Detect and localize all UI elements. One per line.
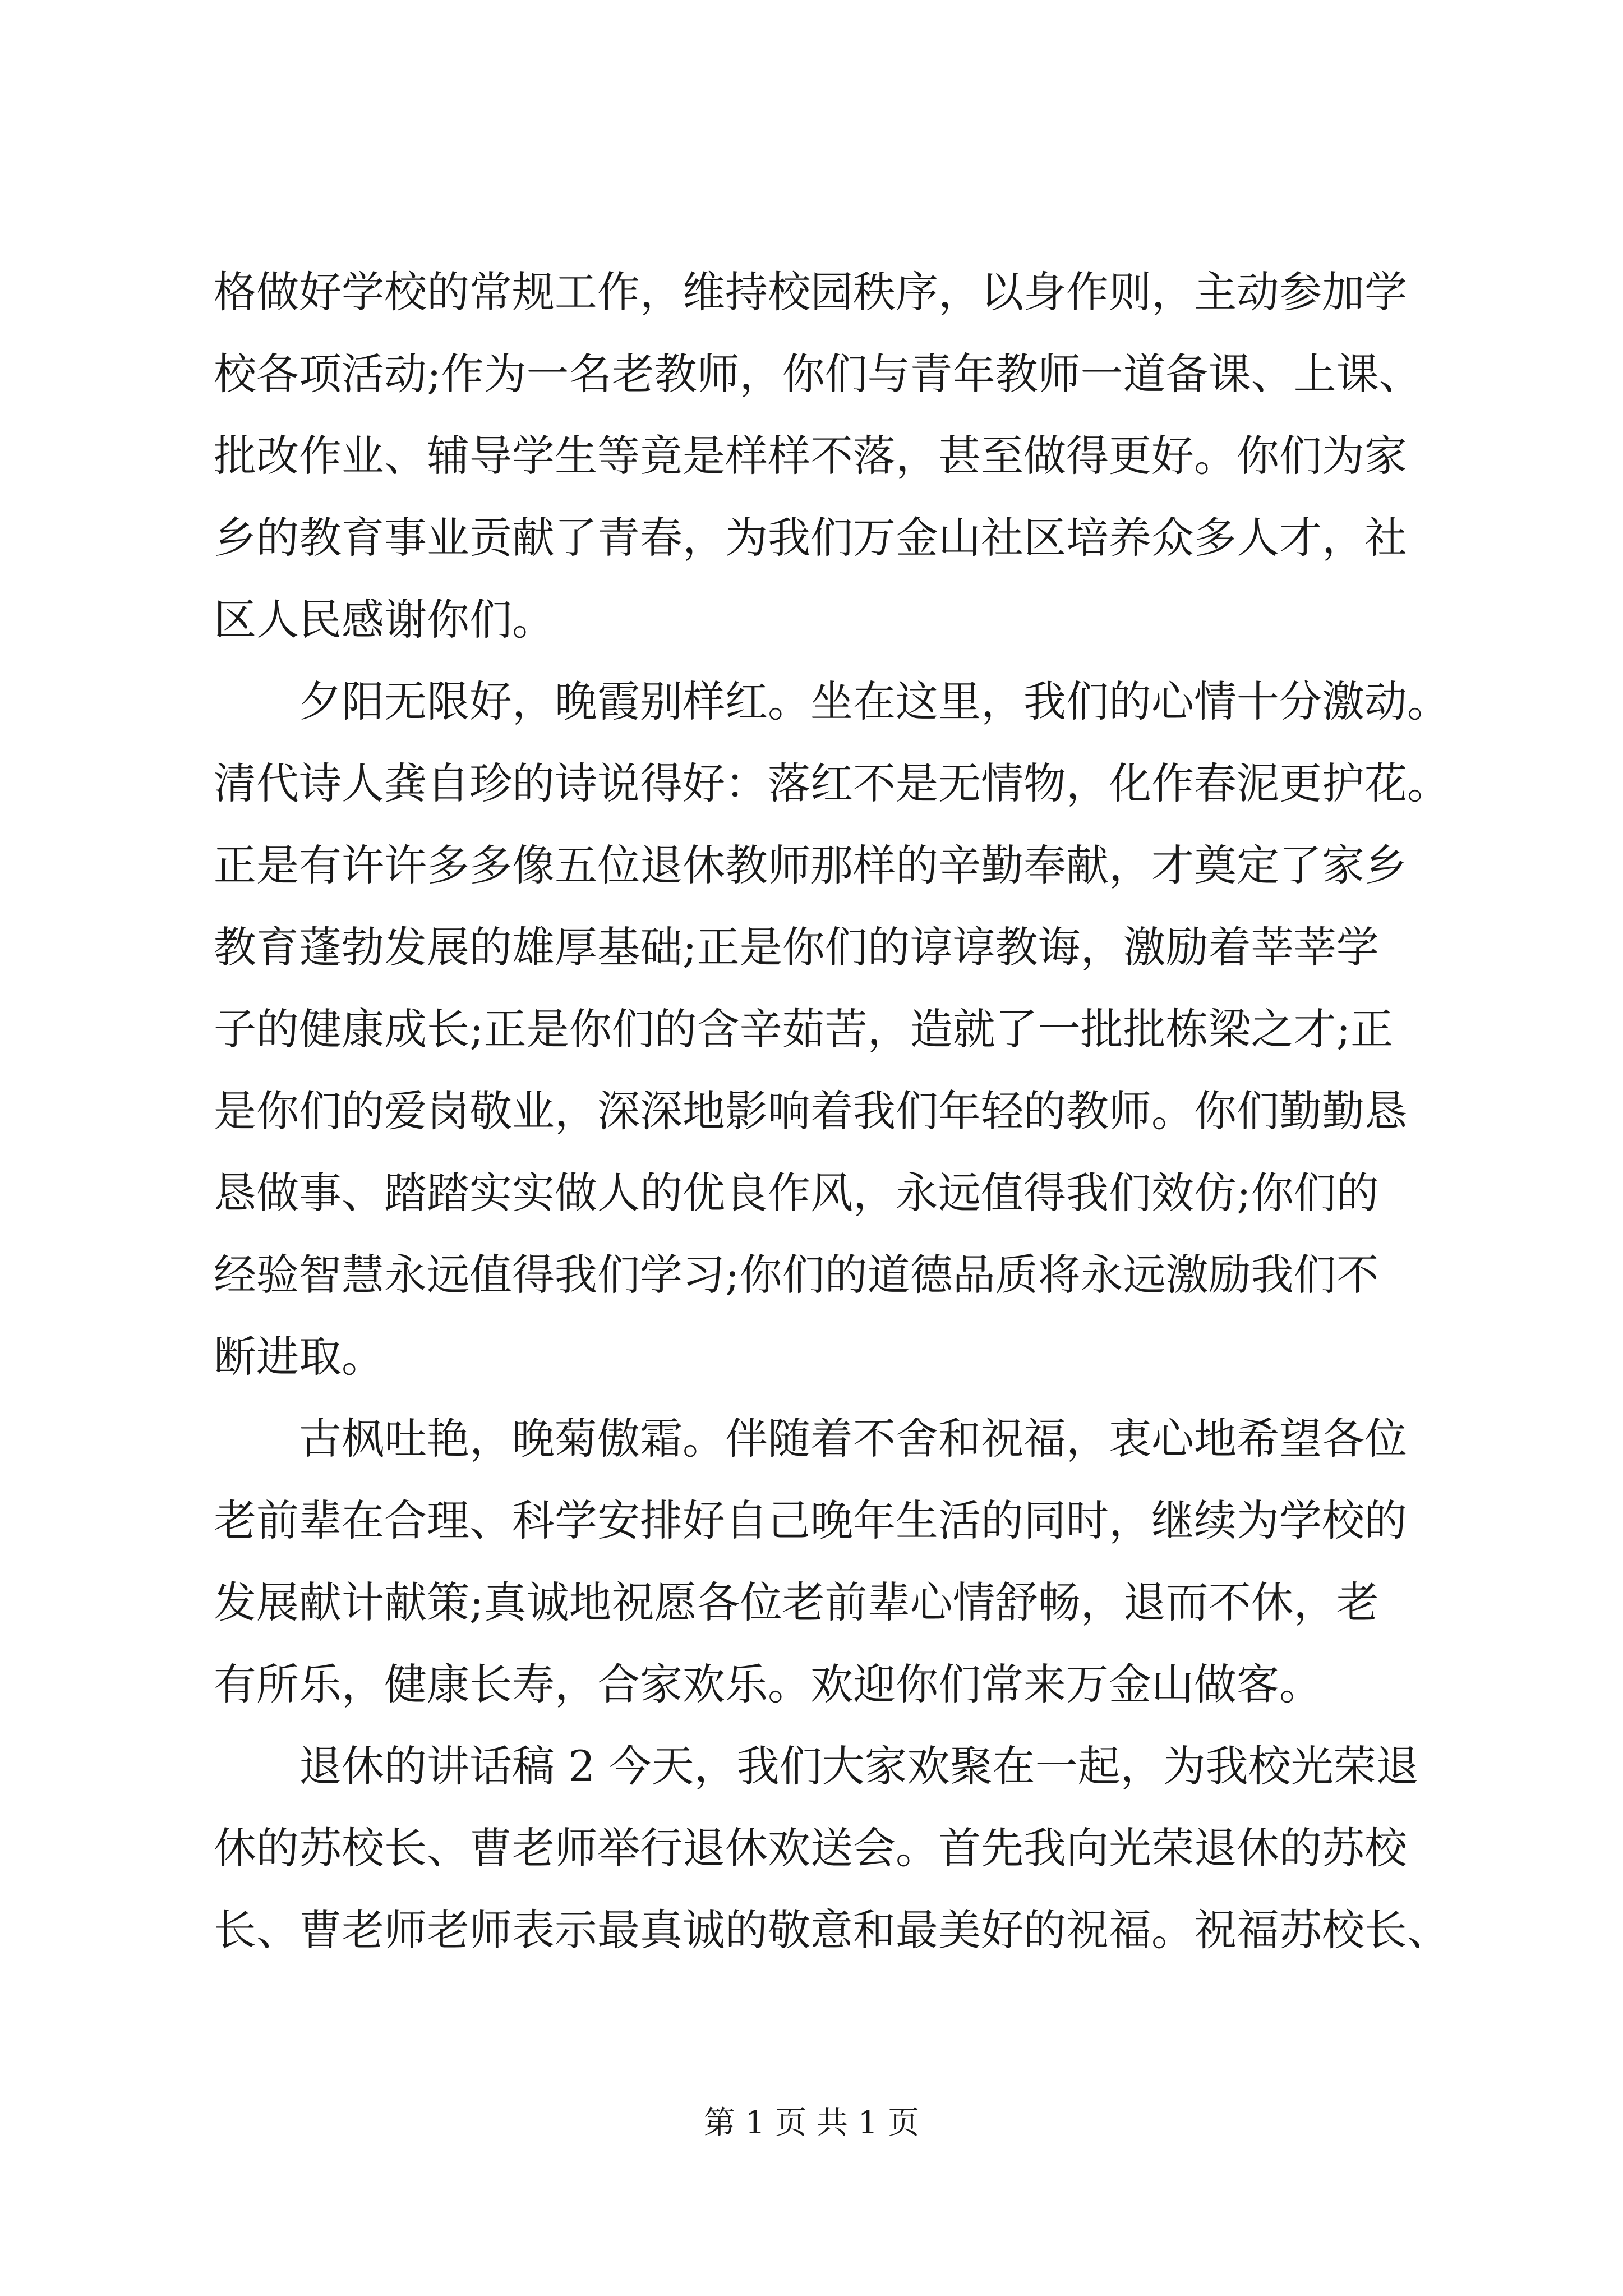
text-line: 格做好学校的常规工作，维持校园秩序，以身作则，主动参加学 xyxy=(214,267,1407,317)
text-line: 有所乐，健康长寿，合家欢乐。欢迎你们常来万金山做客。 xyxy=(214,1659,1322,1709)
text-line: 老前辈在合理、科学安排好自己晚年生活的同时，继续为学校的 xyxy=(214,1496,1407,1545)
text-line: 休的苏校长、曹老师举行退休欢送会。首先我向光荣退休的苏校 xyxy=(214,1823,1407,1873)
text-line: 长、曹老师老师表示最真诚的敬意和最美好的祝福。祝福苏校长、 xyxy=(214,1905,1450,1955)
text-line: 教育蓬勃发展的雄厚基础;正是你们的谆谆教诲，激励着莘莘学 xyxy=(214,922,1379,972)
text-line: 子的健康成长;正是你们的含辛茹苦，造就了一批批栋梁之才;正 xyxy=(214,1004,1394,1054)
page-footer: 第 1 页 共 1 页 xyxy=(703,2105,920,2141)
text-line: 经验智慧永远值得我们学习;你们的道德品质将永远激励我们不 xyxy=(214,1250,1379,1300)
text-line: 校各项活动;作为一名老教师，你们与青年教师一道备课、上课、 xyxy=(214,349,1422,399)
text-line: 正是有许许多多像五位退休教师那样的辛勤奉献，才奠定了家乡 xyxy=(214,840,1407,890)
text-line: 发展献计献策;真诚地祝愿各位老前辈心情舒畅，退而不休，老 xyxy=(214,1577,1379,1627)
text-line: 是你们的爱岗敬业，深深地影响着我们年轻的教师。你们勤勤恳 xyxy=(214,1086,1407,1136)
text-line: 清代诗人龚自珍的诗说得好：落红不是无情物，化作春泥更护花。 xyxy=(214,758,1450,808)
body-text xyxy=(214,251,1450,1971)
text-line: 恳做事、踏踏实实做人的优良作风，永远值得我们效仿;你们的 xyxy=(214,1168,1379,1218)
text-line: 夕阳无限好，晚霞别样红。坐在这里，我们的心情十分激动。 xyxy=(214,677,1450,726)
text-line: 区人民感谢你们。 xyxy=(214,595,555,645)
text-line: 退休的讲话稿 2 今天，我们大家欢聚在一起，为我校光荣退 xyxy=(214,1741,1419,1791)
text-line: 断进取。 xyxy=(214,1332,384,1382)
text-line: 乡的教育事业贡献了青春，为我们万金山社区培养众多人才，社 xyxy=(214,513,1407,563)
text-line: 批改作业、辅导学生等竟是样样不落，甚至做得更好。你们为家 xyxy=(214,431,1407,481)
text-line: 古枫吐艳，晚菊傲霜。伴随着不舍和祝福，衷心地希望各位 xyxy=(214,1414,1407,1464)
